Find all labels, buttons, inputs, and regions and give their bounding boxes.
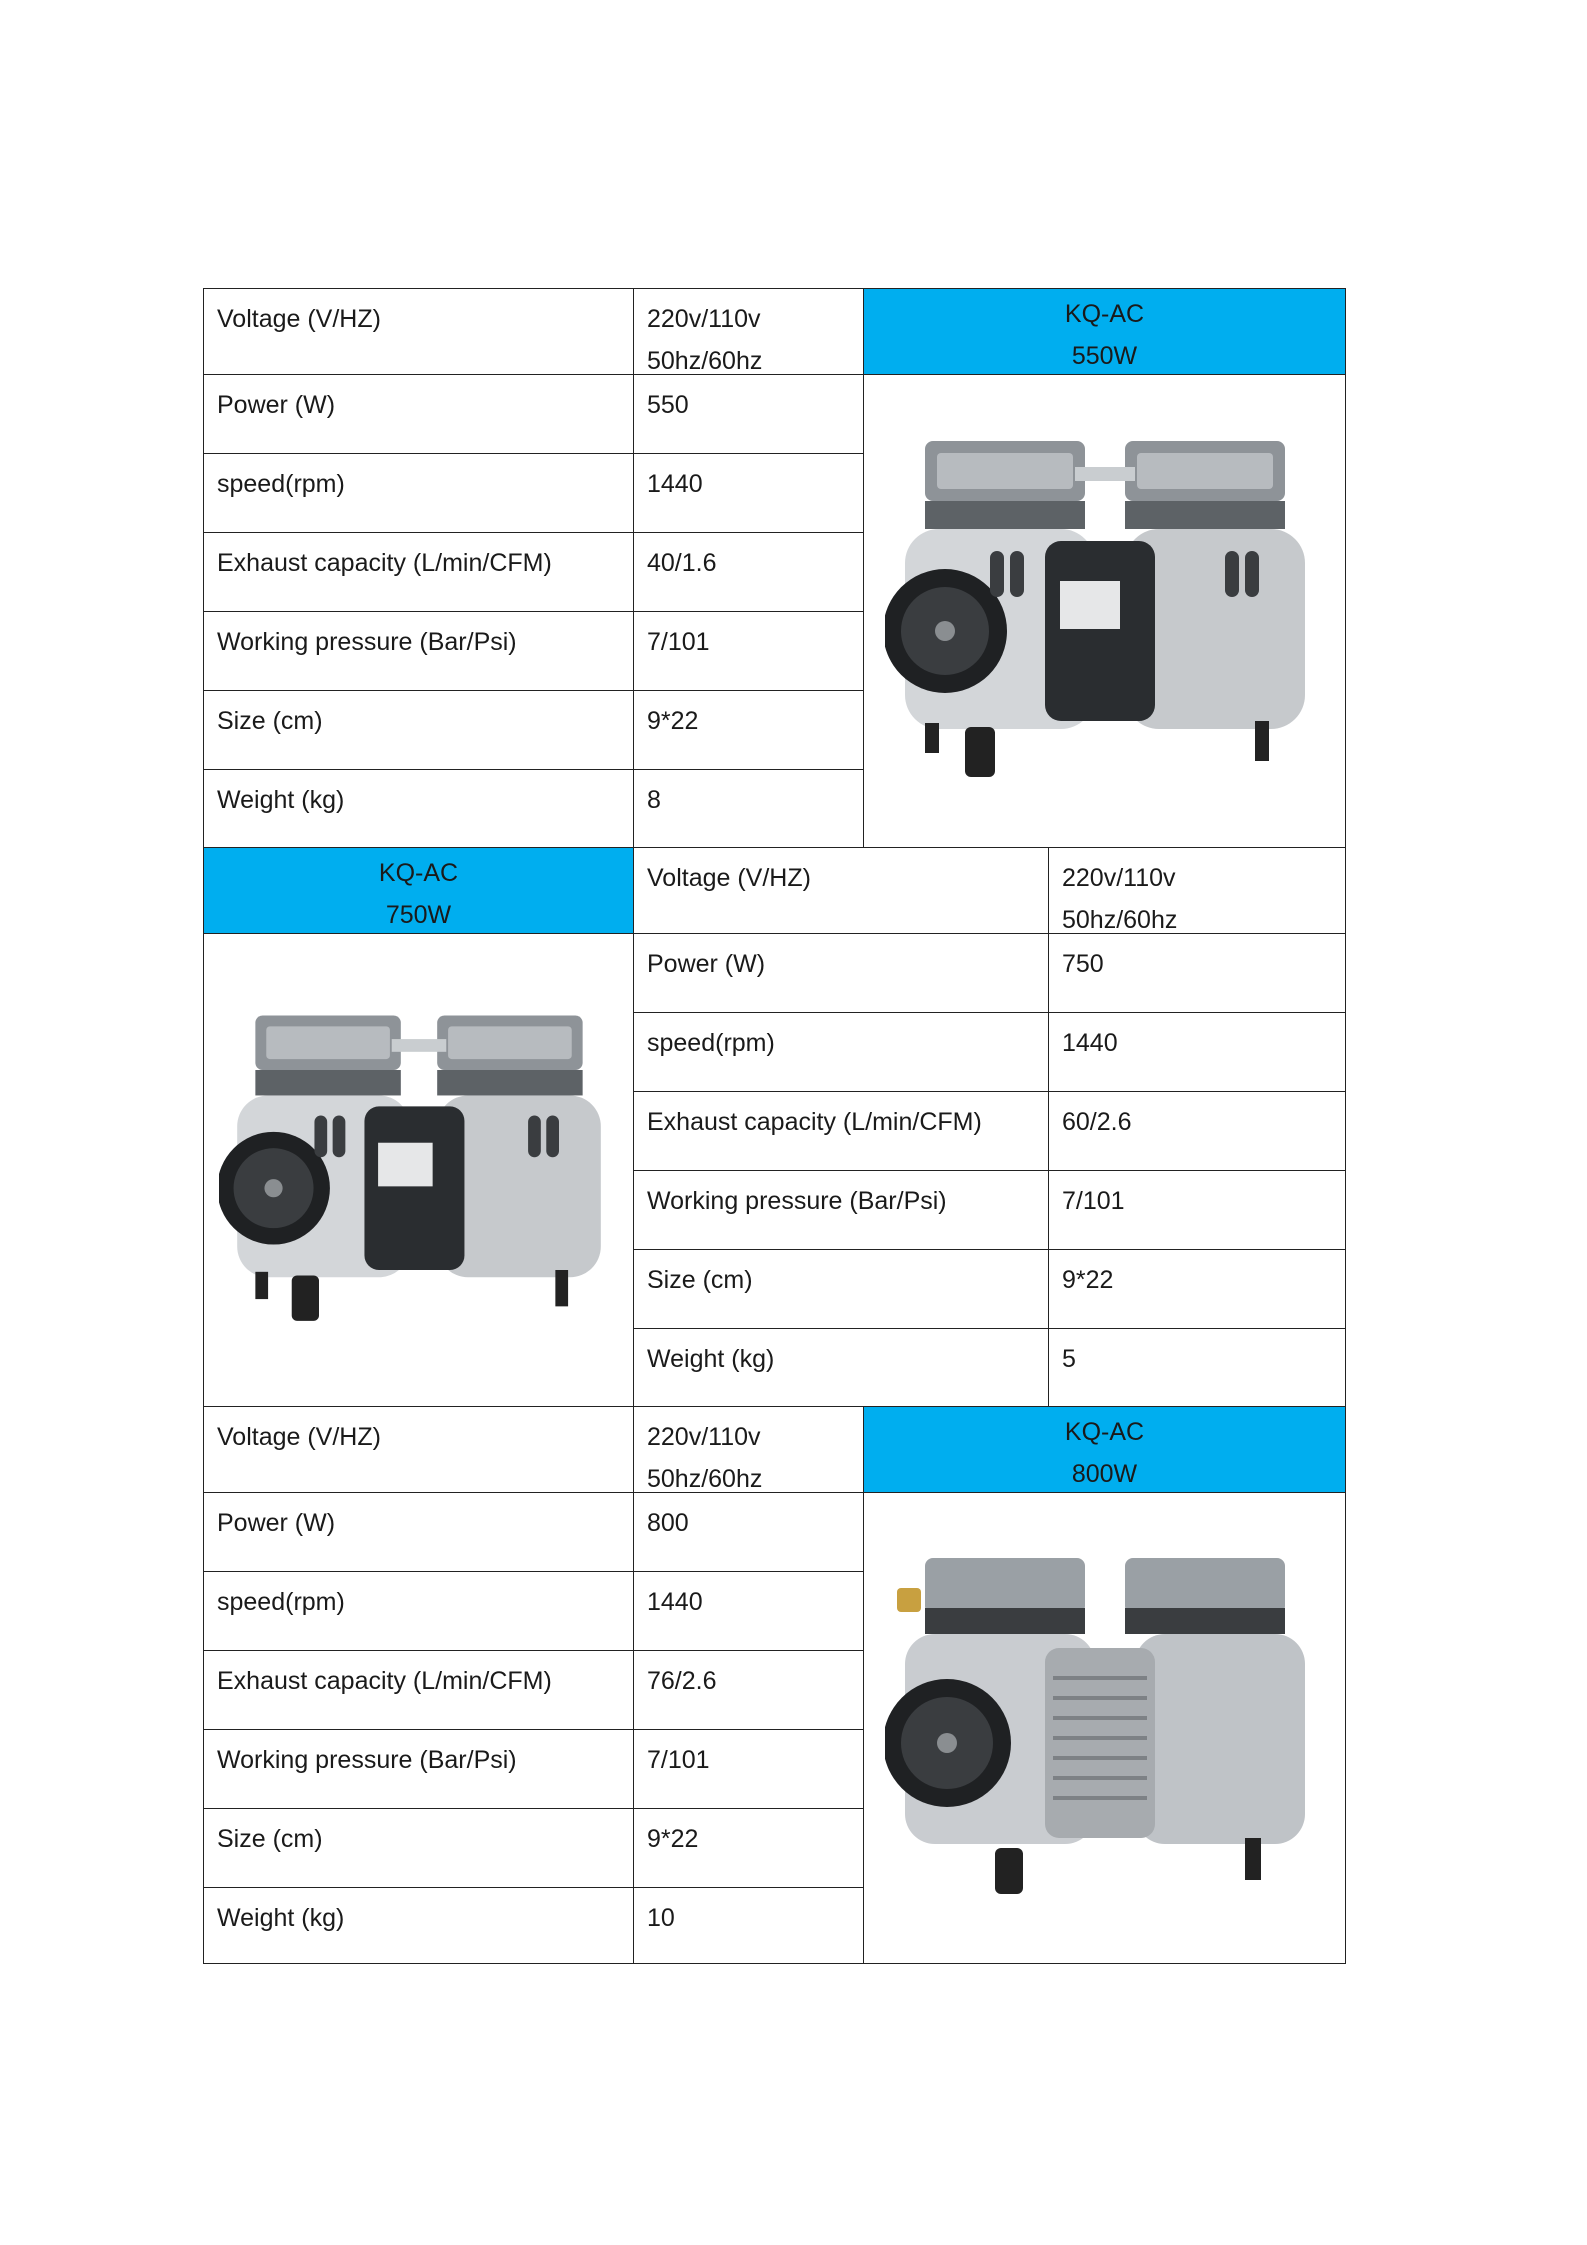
spec-label: Voltage (V/HZ) (634, 848, 1049, 934)
spec-label: Size (cm) (204, 1809, 634, 1888)
spec-label: speed(rpm) (204, 1572, 634, 1651)
spec-value: 1440 (634, 454, 864, 533)
spec-value: 9*22 (634, 691, 864, 770)
air-compressor-icon (885, 431, 1325, 791)
spec-label: Size (cm) (634, 1250, 1049, 1329)
spec-value: 220v/110v 50hz/60hz (1049, 848, 1345, 934)
spec-label: Weight (kg) (204, 770, 634, 848)
spec-label: Weight (kg) (204, 1888, 634, 1963)
spec-value: 550 (634, 375, 864, 454)
spec-value: 40/1.6 (634, 533, 864, 612)
spec-value: 9*22 (634, 1809, 864, 1888)
product-image-800w (864, 1493, 1345, 1963)
spec-label: Power (W) (204, 375, 634, 454)
spec-label: Exhaust capacity (L/min/CFM) (204, 533, 634, 612)
spec-label: Power (W) (634, 934, 1049, 1013)
spec-value: 8 (634, 770, 864, 848)
spec-value: 5 (1049, 1329, 1345, 1407)
spec-value: 7/101 (634, 1730, 864, 1809)
spec-value: 9*22 (1049, 1250, 1345, 1329)
spec-label: Working pressure (Bar/Psi) (204, 612, 634, 691)
spec-value: 750 (1049, 934, 1345, 1013)
spec-label: speed(rpm) (204, 454, 634, 533)
spec-label: Size (cm) (204, 691, 634, 770)
air-compressor-icon (219, 990, 619, 1350)
spec-sheet (203, 288, 1346, 1964)
spec-value: 1440 (1049, 1013, 1345, 1092)
spec-value: 60/2.6 (1049, 1092, 1345, 1171)
spec-label: Voltage (V/HZ) (204, 289, 634, 375)
spec-value: 7/101 (634, 612, 864, 691)
spec-value: 7/101 (1049, 1171, 1345, 1250)
spec-label: Exhaust capacity (L/min/CFM) (204, 1651, 634, 1730)
spec-label: Voltage (V/HZ) (204, 1407, 634, 1493)
spec-label: Working pressure (Bar/Psi) (204, 1730, 634, 1809)
spec-label: Weight (kg) (634, 1329, 1049, 1407)
spec-label: Working pressure (Bar/Psi) (634, 1171, 1049, 1250)
spec-label: Exhaust capacity (L/min/CFM) (634, 1092, 1049, 1171)
model-header: KQ-AC 550W (864, 289, 1345, 375)
product-image-750w (204, 934, 634, 1407)
spec-value: 220v/110v 50hz/60hz (634, 289, 864, 375)
spec-value: 800 (634, 1493, 864, 1572)
spec-value: 220v/110v 50hz/60hz (634, 1407, 864, 1493)
air-compressor-icon (885, 1548, 1325, 1908)
spec-value: 1440 (634, 1572, 864, 1651)
spec-value: 10 (634, 1888, 864, 1963)
product-image-550w (864, 375, 1345, 848)
model-header: KQ-AC 750W (204, 848, 634, 934)
spec-label: Power (W) (204, 1493, 634, 1572)
spec-label: speed(rpm) (634, 1013, 1049, 1092)
spec-value: 76/2.6 (634, 1651, 864, 1730)
model-header: KQ-AC 800W (864, 1407, 1345, 1493)
